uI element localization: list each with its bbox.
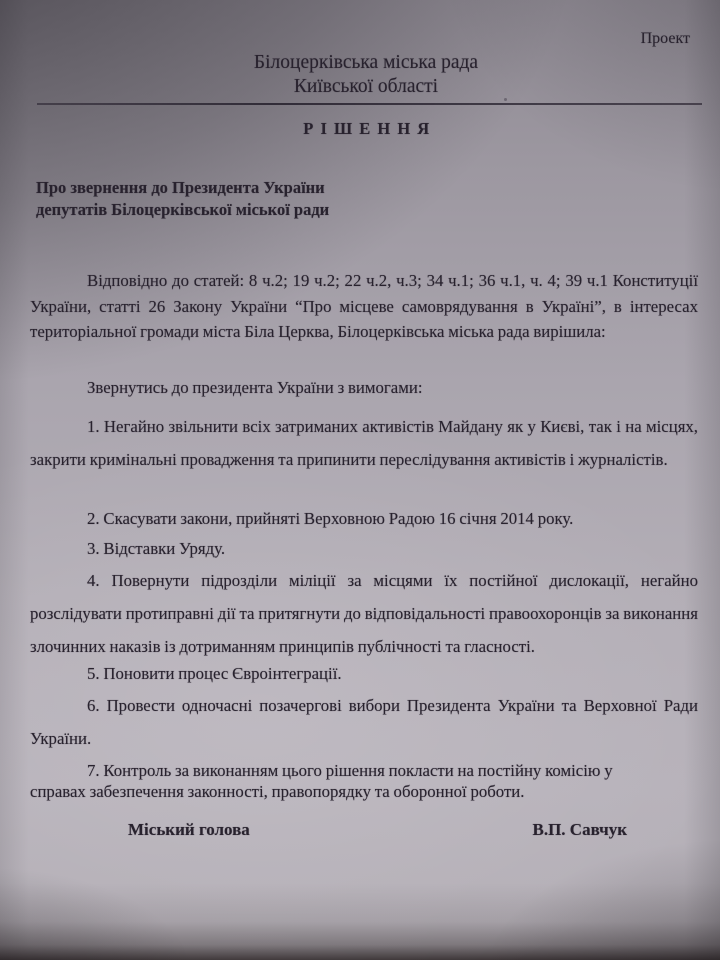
subject-line-2: депутатів Білоцерківської міської ради <box>36 200 330 219</box>
signature-row <box>0 820 720 844</box>
subject-line-1: Про звернення до Президента України <box>36 178 325 197</box>
demand-item-6: 6. Провести одночасні позачергові вибори Президента України та Верховної Ради України. <box>30 696 698 748</box>
council-header <box>6 51 720 99</box>
demands-intro: Звернутись до президента України з вимогами: <box>87 378 423 397</box>
dust-speck <box>504 98 507 101</box>
draft-label: Проект <box>640 30 690 47</box>
signature-title: Міський голова <box>128 820 250 839</box>
demand-item-2: 2. Скасувати закони, прийняті Верховною Радою 16 січня 2014 року. <box>87 509 574 528</box>
subject-block <box>36 177 329 221</box>
council-name: Білоцерківська міська рада <box>253 52 479 73</box>
demand-item-3: 3. Відставки Уряду. <box>87 539 226 558</box>
signature-name: В.П. Савчук <box>532 820 627 839</box>
council-region: Київської області <box>293 76 439 97</box>
decision-title: Р І Ш Е Н Н Я <box>303 119 431 138</box>
demand-item-5: 5. Поновити процес Євроінтеграції. <box>87 664 342 683</box>
demand-item-4: 4. Повернути підрозділи міліції за місцями їх постійної дислокації, негайно розслідувати протиправні дії та притягнути до відповідальності правоохоронців за виконання злочинних наказів із дотриманням принципів публічності та гласності. <box>30 571 698 656</box>
header-divider <box>37 103 702 105</box>
demand-item-7: 7. Контроль за виконанням цього рішення покласти на постійну комісію у справах забезпечення законності, правопорядку та оборонної роботи. <box>30 761 613 801</box>
demand-item-1: 1. Негайно звільнити всіх затриманих активістів Майдану як у Києві, так і на місцях, закрити кримінальні провадження та припинити переслідування активістів і журналістів. <box>30 417 698 469</box>
preamble-paragraph: Відповідно до статей: 8 ч.2; 19 ч.2; 22 ч.2, ч.3; 34 ч.1; 36 ч.1, ч. 4; 39 ч.1 Конституції України, статті 26 Закону України “Про місцеве самоврядування в Україні”, в інтересах територіальної громади міста Біла Церква, Білоцерківська міська рада вирішила: <box>30 271 698 341</box>
